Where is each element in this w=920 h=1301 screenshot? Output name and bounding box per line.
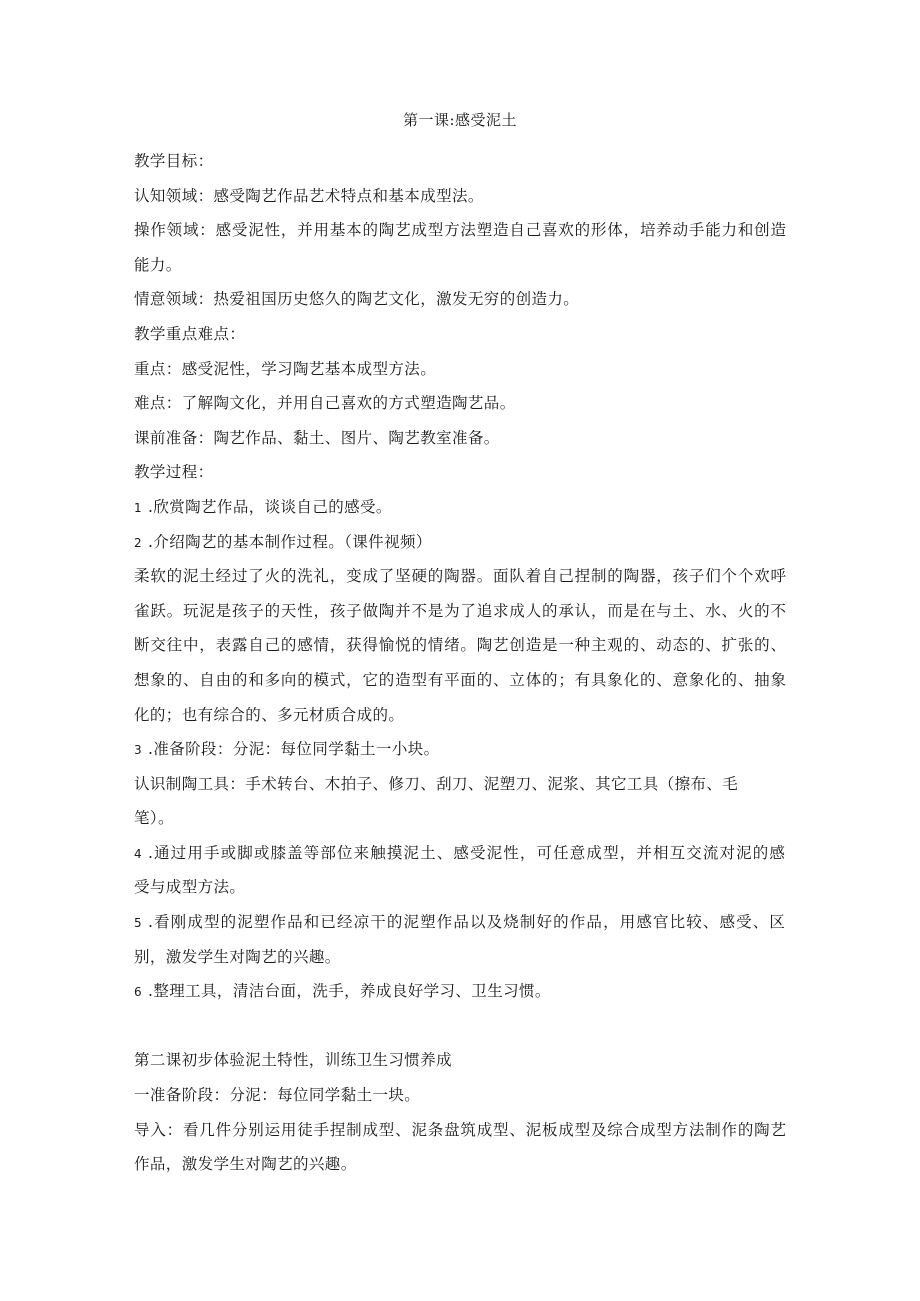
text-line: [134, 801, 786, 836]
line-text: 认知领域：感受陶艺作品艺术特点和基本成型法。: [134, 186, 484, 205]
line-text: .准备阶段：分泥：每位同学黏土一小块。: [148, 740, 440, 759]
line-text: 认识制陶工具：手术转台、木拍子、修刀、刮刀、泥塑刀、泥浆、其它工具（擦布、毛: [134, 774, 739, 793]
paragraph-gap: [134, 1009, 786, 1044]
text-line: [134, 905, 786, 940]
line-text: 教学重点难点：: [134, 324, 246, 343]
line-text: 受与成型方法。: [134, 878, 246, 897]
list-number: 4: [134, 846, 143, 861]
line-text: 第二课初步体验泥土特性，训练卫生习惯养成: [134, 1051, 453, 1070]
line-text: .整理工具，清洁台面，洗手，养成良好学习、卫生习惯。: [148, 982, 551, 1001]
line-text: .通过用手或脚或膝盖等部位来触摸泥土、感受泥性，可任意成型，并相互交流对泥的感: [148, 843, 786, 862]
text-line: [134, 732, 786, 767]
text-line: [134, 1113, 786, 1148]
lesson-title: 第一课:感受泥土: [402, 111, 518, 129]
line-text: 课前准备：陶艺作品、黏土、图片、陶艺教室准备。: [134, 428, 500, 447]
line-text: 操作领域：感受泥性，并用基本的陶艺成型方法塑造自己喜欢的形体，培养动手能力和创造: [134, 221, 787, 240]
list-number: 2: [134, 535, 143, 550]
list-number: 6: [134, 985, 143, 1000]
text-line: [134, 767, 786, 802]
text-line: [134, 836, 786, 871]
line-text: 教学目标：: [134, 152, 214, 170]
text-line: [134, 940, 786, 975]
line-text: 笔）。: [134, 809, 174, 828]
text-line: [134, 628, 786, 663]
text-line: [134, 1147, 786, 1182]
line-text: .欣赏陶艺作品，谈谈自己的感受。: [148, 497, 392, 516]
line-text: 一准备阶段：分泥：每位同学黏土一块。: [134, 1086, 421, 1105]
text-line: [134, 559, 786, 594]
list-number: 5: [134, 916, 143, 931]
document-body: [134, 144, 786, 1182]
line-text: 断交往中，表露自己的感情，获得愉悦的情绪。陶艺创造是一种主观的、动态的、扩张的、: [134, 636, 787, 655]
text-line: [134, 248, 786, 283]
line-text: .介绍陶艺的基本制作过程。（课件视频）: [148, 532, 432, 551]
text-line: [134, 525, 786, 560]
text-line: [134, 179, 786, 214]
text-line: [134, 213, 786, 248]
line-text: 教学过程：: [134, 463, 214, 482]
line-text: 难点：了解陶文化，并用自己喜欢的方式塑造陶艺品。: [134, 394, 516, 413]
text-line: [134, 1043, 786, 1078]
text-line: [134, 455, 786, 490]
line-text: 想象的、自由的和多向的模式，它的造型有平面的、立体的；有具象化的、意象化的、抽象: [134, 670, 787, 689]
text-line: [134, 974, 786, 1009]
line-text: 化的；也有综合的、多元材质合成的。: [134, 705, 405, 724]
text-line: [134, 144, 786, 179]
text-line: [134, 421, 786, 456]
line-text: 柔软的泥土经过了火的洗礼，变成了坚硬的陶器。面队着自己捏制的陶器，孩子们个个欢呼: [134, 567, 787, 586]
line-text: 导入：看几件分别运用徒手捏制成型、泥条盘筑成型、泥板成型及综合成型方法制作的陶艺: [134, 1120, 787, 1139]
line-text: 雀跃。玩泥是孩子的天性，孩子做陶并不是为了追求成人的承认，而是在与土、水、火的不: [134, 601, 787, 620]
line-text: 重点：感受泥性，学习陶艺基本成型方法。: [134, 359, 437, 378]
text-line: [134, 352, 786, 387]
list-number: 3: [134, 743, 143, 758]
line-text: 作品，激发学生对陶艺的兴趣。: [134, 1155, 357, 1174]
list-number: 1: [134, 500, 143, 515]
text-line: [134, 282, 786, 317]
text-line: [134, 386, 786, 421]
text-line: [134, 1078, 786, 1113]
line-text: 能力。: [134, 255, 182, 274]
text-line: [134, 594, 786, 629]
text-line: [134, 663, 786, 698]
text-line: [134, 698, 786, 733]
line-text: 别，激发学生对陶艺的兴趣。: [134, 947, 341, 966]
line-text: .看刚成型的泥塑作品和已经凉干的泥塑作品以及烧制好的作品，用感官比较、感受、区: [148, 913, 786, 932]
text-line: [134, 317, 786, 352]
line-text: 情意领域：热爱祖国历史悠久的陶艺文化，激发无穷的创造力。: [134, 290, 580, 309]
text-line: [134, 870, 786, 905]
text-line: [134, 490, 786, 525]
